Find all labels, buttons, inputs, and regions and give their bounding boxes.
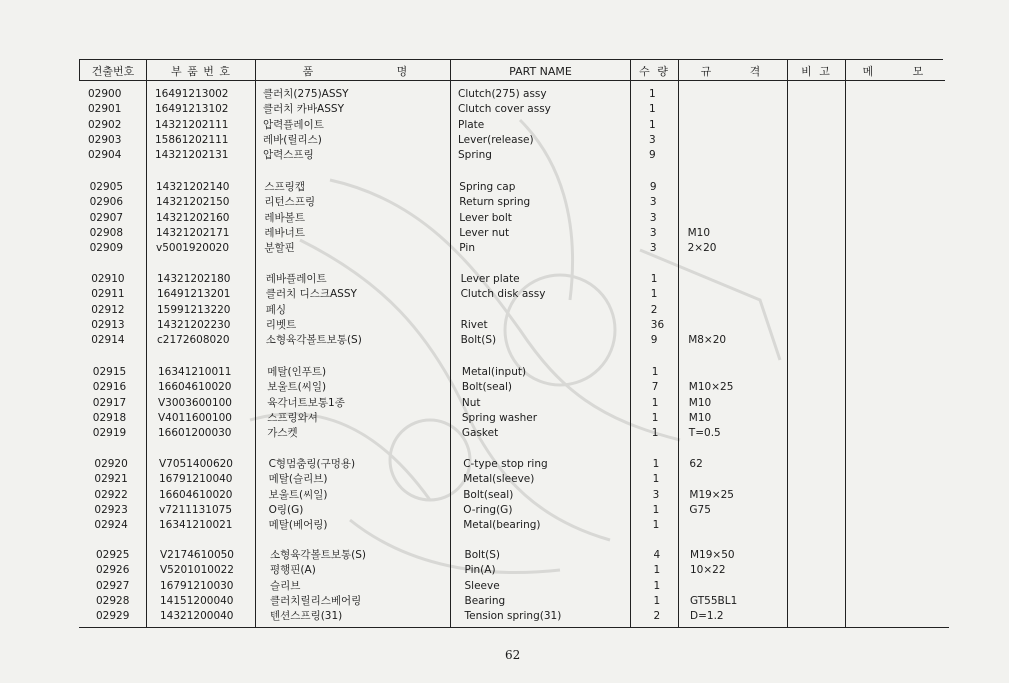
table-row [0,563,1009,578]
table-row [0,318,1009,333]
spec-cell: 2×20 [687,242,717,255]
korean-name-cell: 육각너트보통1종 [267,396,345,409]
part-name-cell: Gasket [461,427,499,440]
spec-cell: M19×25 [689,488,734,501]
quantity-cell: 1 [651,411,659,424]
table-row [0,195,1009,210]
page-number: 62 [505,648,521,662]
item-no-cell: 02920 [94,458,128,470]
item-no-cell: 02901 [88,103,122,116]
korean-name-cell: 메탈(베어링) [268,519,328,532]
part-number-cell: 14321202111 [155,118,229,131]
part-name-cell: Sleeve [464,579,500,592]
korean-name-cell: 레바너트 [264,226,305,239]
part-number-cell: V3003600100 [158,396,232,409]
item-no-cell: 02916 [92,381,127,394]
part-name-cell: Lever nut [459,226,510,239]
table-row [0,272,1009,287]
part-name-cell: Nut [461,396,481,409]
item-no-cell: 02907 [89,211,123,224]
header-part-name: PART NAME [509,65,572,78]
spec-cell: M8×20 [688,334,727,347]
quantity-cell: 3 [649,242,657,255]
part-number-cell: 16604610020 [159,488,233,501]
part-number-cell: 16604610020 [158,381,232,394]
item-no-cell: 02908 [89,226,123,239]
table-row [0,609,1009,624]
item-no-cell: 02922 [94,488,128,501]
table-row [0,333,1009,348]
quantity-cell: 1 [653,579,661,592]
table-row [0,594,1009,609]
item-no-cell: 02909 [89,242,123,255]
part-number-cell: 16491213201 [157,288,231,301]
part-number-cell: 14321202160 [156,211,230,224]
item-no-cell: 02903 [88,133,122,146]
table-row [0,426,1009,441]
part-name-cell: Bolt(S) [464,549,501,561]
part-name-cell: Rivet [460,318,488,331]
part-number-cell: 16791210040 [159,473,233,486]
table-row [0,303,1009,318]
part-name-cell: Bolt(seal) [461,381,513,394]
part-name-cell: Lever(release) [458,133,534,146]
header-remark: 비 고 [801,65,832,78]
item-no-cell: 02929 [96,610,130,623]
part-name-cell: Return spring [459,196,531,209]
quantity-cell: 2 [653,610,661,623]
part-name-cell: Spring washer [461,411,538,424]
quantity-cell: 9 [649,149,656,162]
table-row [0,518,1009,533]
item-no-cell: 02921 [94,473,128,486]
quantity-cell: 3 [652,488,660,501]
quantity-cell: 9 [649,181,657,193]
item-no-cell: 02925 [96,549,130,561]
spec-cell: M10 [688,411,712,424]
table-row [0,380,1009,395]
part-number-cell: 14151200040 [160,594,234,607]
spec-cell: G75 [689,503,711,516]
part-number-cell: V2174610050 [160,549,234,561]
korean-name-cell: 압력스프링 [263,149,314,162]
item-no-cell: 02917 [92,396,127,409]
part-number-cell: V7051400620 [159,458,233,470]
quantity-cell: 1 [651,396,659,409]
quantity-cell: 1 [652,473,660,486]
item-no-cell: 02911 [91,288,125,301]
spec-cell: GT55BL1 [690,594,738,607]
korean-name-cell: 레바(릴리스) [263,133,322,146]
item-no-cell: 02924 [94,519,128,532]
part-number-cell: v7211131075 [159,503,233,516]
part-name-cell: Clutch(275) assy [458,88,547,100]
quantity-cell: 1 [650,288,658,301]
part-name-cell: Bolt(seal) [463,488,514,501]
korean-name-cell: 보울트(씨일) [267,381,327,394]
item-no-cell: 02900 [88,88,122,100]
korean-name-cell: 슬리브 [270,579,301,592]
korean-name-cell: 클러치 디스크ASSY [265,288,357,301]
part-name-cell: O-ring(G) [463,503,513,516]
table-row [0,457,1009,472]
part-number-cell: 16601200030 [158,427,232,440]
table-row [0,396,1009,411]
part-name-cell: C-type stop ring [463,458,548,470]
part-name-cell: Clutch cover assy [458,103,551,116]
table-row [0,118,1009,133]
part-number-cell: 14321202150 [156,196,230,209]
korean-name-cell: 레바볼트 [264,211,305,224]
korean-name-cell: 소형육각볼트보통(S) [265,334,362,347]
part-name-cell: Bearing [464,594,506,607]
header-item-no: 건출번호 [91,65,135,78]
part-number-cell: 14321202230 [157,318,231,331]
part-number-cell: 14321202140 [156,181,230,193]
table-row [0,365,1009,380]
korean-name-cell: 분할핀 [264,242,295,255]
korean-name-cell: 메탈(슬리브) [268,473,328,486]
korean-name-cell: 리벳트 [265,318,297,331]
part-name-cell: Metal(sleeve) [463,473,535,486]
item-no-cell: 02906 [89,196,123,209]
part-number-cell: 16791210030 [160,579,234,592]
spec-cell: 62 [689,458,703,470]
part-name-cell: Pin [459,242,475,255]
quantity-cell: 1 [649,103,656,116]
part-number-cell: 14321202180 [157,273,231,285]
table-row [0,226,1009,241]
table-bottom-rule [79,627,949,628]
korean-name-cell: 평행핀(A) [270,564,316,577]
quantity-cell: 2 [650,303,658,316]
part-name-cell: Bolt(S) [460,334,497,347]
item-no-cell: 02926 [96,564,130,577]
item-no-cell: 02904 [88,149,122,162]
table-row [0,102,1009,117]
korean-name-cell: 클러치(275)ASSY [263,88,349,100]
item-no-cell: 02910 [91,273,125,285]
korean-name-cell: 스프링와셔 [267,411,318,424]
table-row [0,488,1009,503]
table-row [0,548,1009,563]
header-quantity: 수 량 [639,65,670,78]
korean-name-cell: 보울트(씨일) [268,488,328,501]
korean-name-cell: 압력플레이트 [263,118,324,131]
korean-name-cell: O링(G) [268,503,304,516]
korean-name-cell: C형멈춤링(구멍용) [268,458,356,470]
quantity-cell: 1 [651,366,659,378]
spec-cell: T=0.5 [688,427,721,440]
table-row [0,241,1009,256]
quantity-cell: 3 [649,133,656,146]
spec-cell: M10 [688,396,712,409]
item-no-cell: 02923 [94,503,128,516]
quantity-cell: 1 [653,564,661,577]
part-name-cell: Lever bolt [459,211,512,224]
header-spec-1: 규 [700,65,712,78]
quantity-cell: 1 [653,594,661,607]
korean-name-cell: 클러치 카바ASSY [263,103,344,116]
table-row [0,180,1009,195]
part-name-cell: Metal(bearing) [463,519,541,532]
quantity-cell: 3 [649,226,657,239]
korean-name-cell: 메탈(인푸트) [267,366,327,378]
quantity-cell: 3 [649,211,657,224]
header-name-kr-1: 품 [302,65,314,78]
quantity-cell: 1 [652,519,660,532]
part-number-cell: 14321200040 [160,610,234,623]
part-number-cell: 15861202111 [155,133,229,146]
part-number-cell: 14321202171 [156,226,230,239]
item-no-cell: 02928 [96,594,130,607]
table-row [0,133,1009,148]
item-no-cell: 02902 [88,118,122,131]
header-name-kr-2: 명 [396,65,408,78]
part-number-cell: 14321202131 [155,149,229,162]
quantity-cell: 3 [649,196,657,209]
part-name-cell: Lever plate [460,273,520,285]
table-row [0,148,1009,163]
table-row [0,503,1009,518]
spec-cell: M19×50 [690,549,735,561]
item-no-cell: 02915 [92,366,127,378]
part-name-cell: Plate [458,118,485,131]
table-top-rule [79,59,943,60]
quantity-cell: 1 [649,88,656,100]
item-no-cell: 02918 [92,411,127,424]
table-row [0,472,1009,487]
header-part-no: 부 품 번 호 [171,65,231,78]
part-number-cell: V4011600100 [158,411,232,424]
quantity-cell: 4 [653,549,661,561]
header-memo-1: 메 [862,65,874,78]
korean-name-cell: 소형육각볼트보통(S) [270,549,367,561]
korean-name-cell: 페싱 [265,303,287,316]
part-name-cell: Spring cap [459,181,516,193]
item-no-cell: 02905 [89,181,123,193]
quantity-cell: 9 [650,334,658,347]
quantity-cell: 1 [649,118,656,131]
part-number-cell: 15991213220 [157,303,231,316]
spec-cell: 10×22 [690,564,726,577]
korean-name-cell: 스프링캡 [264,181,305,193]
table-row [0,87,1009,102]
part-name-cell: Metal(input) [461,366,527,378]
table-row [0,211,1009,226]
table-row [0,411,1009,426]
part-name-cell: Clutch disk assy [460,288,546,301]
part-number-cell: 16341210021 [159,519,233,532]
item-no-cell: 02914 [91,334,125,347]
part-name-cell: Spring [458,149,492,162]
quantity-cell: 36 [650,318,665,331]
korean-name-cell: 레바플레이트 [265,273,327,285]
korean-name-cell: 클러치릴리스베어링 [270,594,362,607]
table-row [0,579,1009,594]
part-number-cell: 16491213102 [155,103,229,116]
spec-cell: M10×25 [688,381,734,394]
part-number-cell: 16491213002 [155,88,229,100]
spec-cell: D=1.2 [690,610,724,623]
quantity-cell: 1 [652,458,660,470]
korean-name-cell: 리턴스프링 [264,196,316,209]
part-number-cell: V5201010022 [160,564,234,577]
korean-name-cell: 텐션스프링(31) [270,610,343,623]
quantity-cell: 1 [652,503,660,516]
item-no-cell: 02912 [91,303,125,316]
part-name-cell: Tension spring(31) [464,610,562,623]
quantity-cell: 7 [651,381,659,394]
item-no-cell: 02927 [96,579,130,592]
item-no-cell: 02919 [92,427,127,440]
part-number-cell: 16341210011 [158,366,232,378]
part-name-cell: Pin(A) [464,564,496,577]
part-number-cell: c2172608020 [157,334,230,347]
table-row [0,287,1009,302]
item-no-cell: 02913 [91,318,125,331]
korean-name-cell: 가스켓 [267,427,298,440]
header-memo-2: 모 [912,65,924,78]
header-spec-2: 격 [749,65,761,78]
spec-cell: M10 [687,226,711,239]
part-number-cell: v5001920020 [156,242,230,255]
quantity-cell: 1 [650,273,658,285]
quantity-cell: 1 [651,427,659,440]
